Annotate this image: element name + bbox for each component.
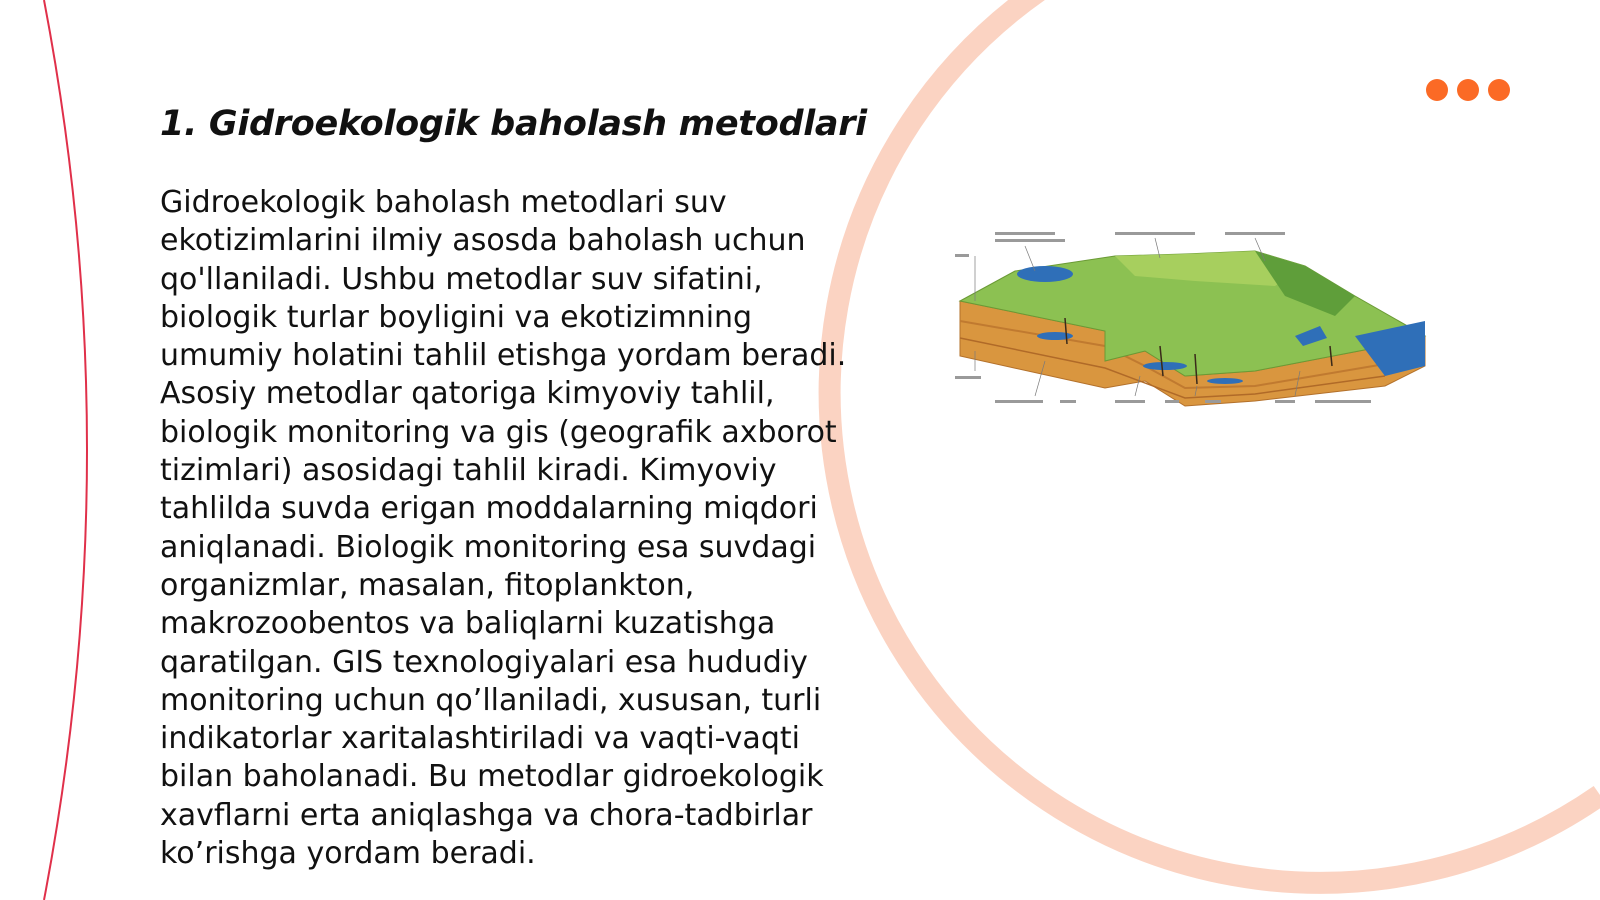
large-arc-decoration xyxy=(830,0,1600,883)
dot xyxy=(1457,79,1479,101)
three-dots-icon xyxy=(1426,79,1514,101)
wetland-diagram-image xyxy=(955,226,1445,426)
slide-title: 1. Gidroekologik baholash metodlari xyxy=(160,104,867,144)
left-curve-line xyxy=(44,0,87,900)
slide-body-text: Gidroekologik baholash metodlari suv ekotizimlarini ilmiy asosda baholash uchun qo'llaniladi. Ushbu metodlar suv sifatini, biologik turlar boyligini va ekotizimning umumiy holatini tahlil etishga yordam beradi. Asosiy metodlar qatoriga kimyoviy tahlil, biologik monitoring va gis (geografik axborot tizimlari) asosidagi tahlil kiradi. Kimyoviy tahlilda suvda erigan moddalarning miqdori aniqlanadi. Biologik monitoring esa suvdagi organizmlar, masalan, fitoplankton, makrozoobentos va baliqlarni kuzatishga qaratilgan. GIS texnologiyalari esa hududiy monitoring uchun qo’llaniladi, xususan, turli indikatorlar xaritalashtiriladi va vaqti-vaqti bilan baholanadi. Bu metodlar gidroekologik xavflarni erta aniqlashga va chora-tadbirlar ko’rishga yordam beradi. xyxy=(160,185,847,872)
dot xyxy=(1426,79,1448,101)
dot xyxy=(1488,79,1510,101)
